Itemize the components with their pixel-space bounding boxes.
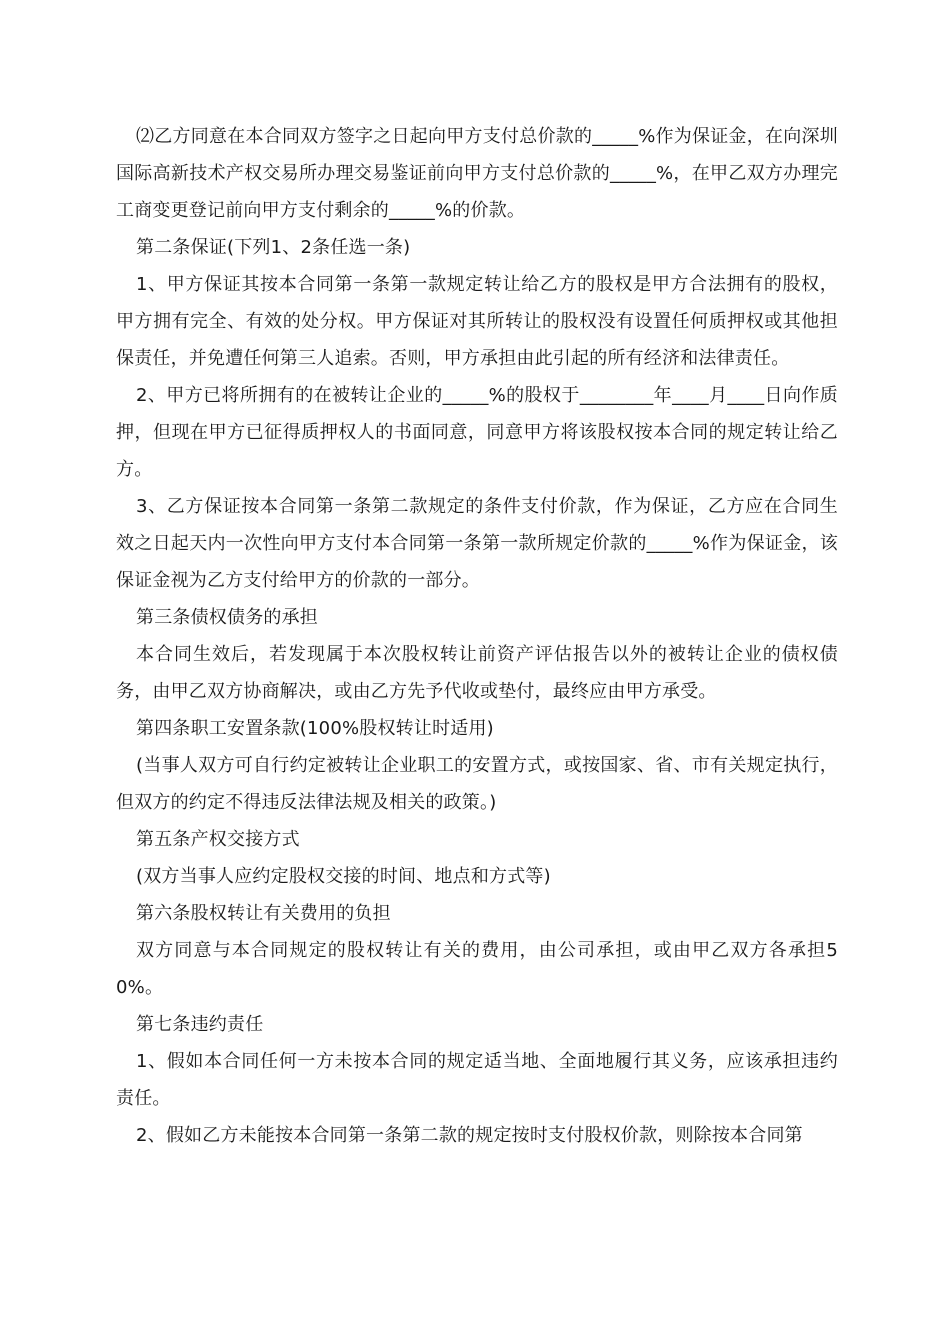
heading-article-6-fees: 第六条股权转让有关费用的负担	[136, 903, 391, 924]
heading-article-2-guarantee: 第二条保证(下列1、2条任选一条)	[136, 237, 411, 258]
paragraph-staff: (当事人双方可自行约定被转让企业职工的安置方式，或按国家、省、市有关规定执行，但双方的约定不得违反法律法规及相关的政策。)	[116, 755, 838, 813]
paragraph-guarantee-3: 3、乙方保证按本合同第一条第二款规定的条件支付价款，作为保证，乙方应在合同生效之日起天内一次性向甲方支付本合同第一条第一款所规定价款的_____%作为保证金，该保证金视为乙方支付给甲方的价款的一部分。	[116, 496, 838, 591]
paragraph-guarantee-1: 1、甲方保证其按本合同第一条第一款规定转让给乙方的股权是甲方合法拥有的股权，甲方拥有完全、有效的处分权。甲方保证对其所转让的股权没有设置任何质押权或其他担保责任，并免遭任何第三人追索。否则，甲方承担由此引起的所有经济和法律责任。	[116, 274, 838, 369]
paragraph-guarantee-2: 2、甲方已将所拥有的在被转让企业的_____%的股权于________年____月____日向作质押，但现在甲方已征得质押权人的书面同意，同意甲方将该股权按本合同的规定转让给乙方。	[116, 385, 838, 480]
paragraph-fees: 双方同意与本合同规定的股权转让有关的费用，由公司承担，或由甲乙双方各承担50%。	[116, 940, 838, 998]
heading-article-7-liability: 第七条违约责任	[136, 1014, 264, 1035]
heading-article-4-staff: 第四条职工安置条款(100%股权转让时适用)	[136, 718, 494, 739]
paragraph-liability-1: 1、假如本合同任何一方未按本合同的规定适当地、全面地履行其义务，应该承担违约责任。	[116, 1051, 838, 1109]
paragraph-debts: 本合同生效后，若发现属于本次股权转让前资产评估报告以外的被转让企业的债权债务，由甲乙双方协商解决，或由乙方先予代收或垫付，最终应由甲方承受。	[116, 644, 838, 702]
heading-article-3-debts: 第三条债权债务的承担	[136, 607, 318, 628]
paragraph-liability-2: 2、假如乙方未能按本合同第一条第二款的规定按时支付股权价款，则除按本合同第	[136, 1125, 803, 1146]
paragraph-handover: (双方当事人应约定股权交接的时间、地点和方式等)	[136, 866, 551, 887]
paragraph-payment-terms: ⑵乙方同意在本合同双方签字之日起向甲方支付总价款的_____%作为保证金，在向深圳国际高新技术产权交易所办理交易鉴证前向甲方支付总价款的_____%，在甲乙双方办理完工商变更登记前向甲方支付剩余的_____%的价款。	[116, 126, 838, 221]
heading-article-5-handover: 第五条产权交接方式	[136, 829, 300, 850]
document-body	[116, 118, 838, 1154]
